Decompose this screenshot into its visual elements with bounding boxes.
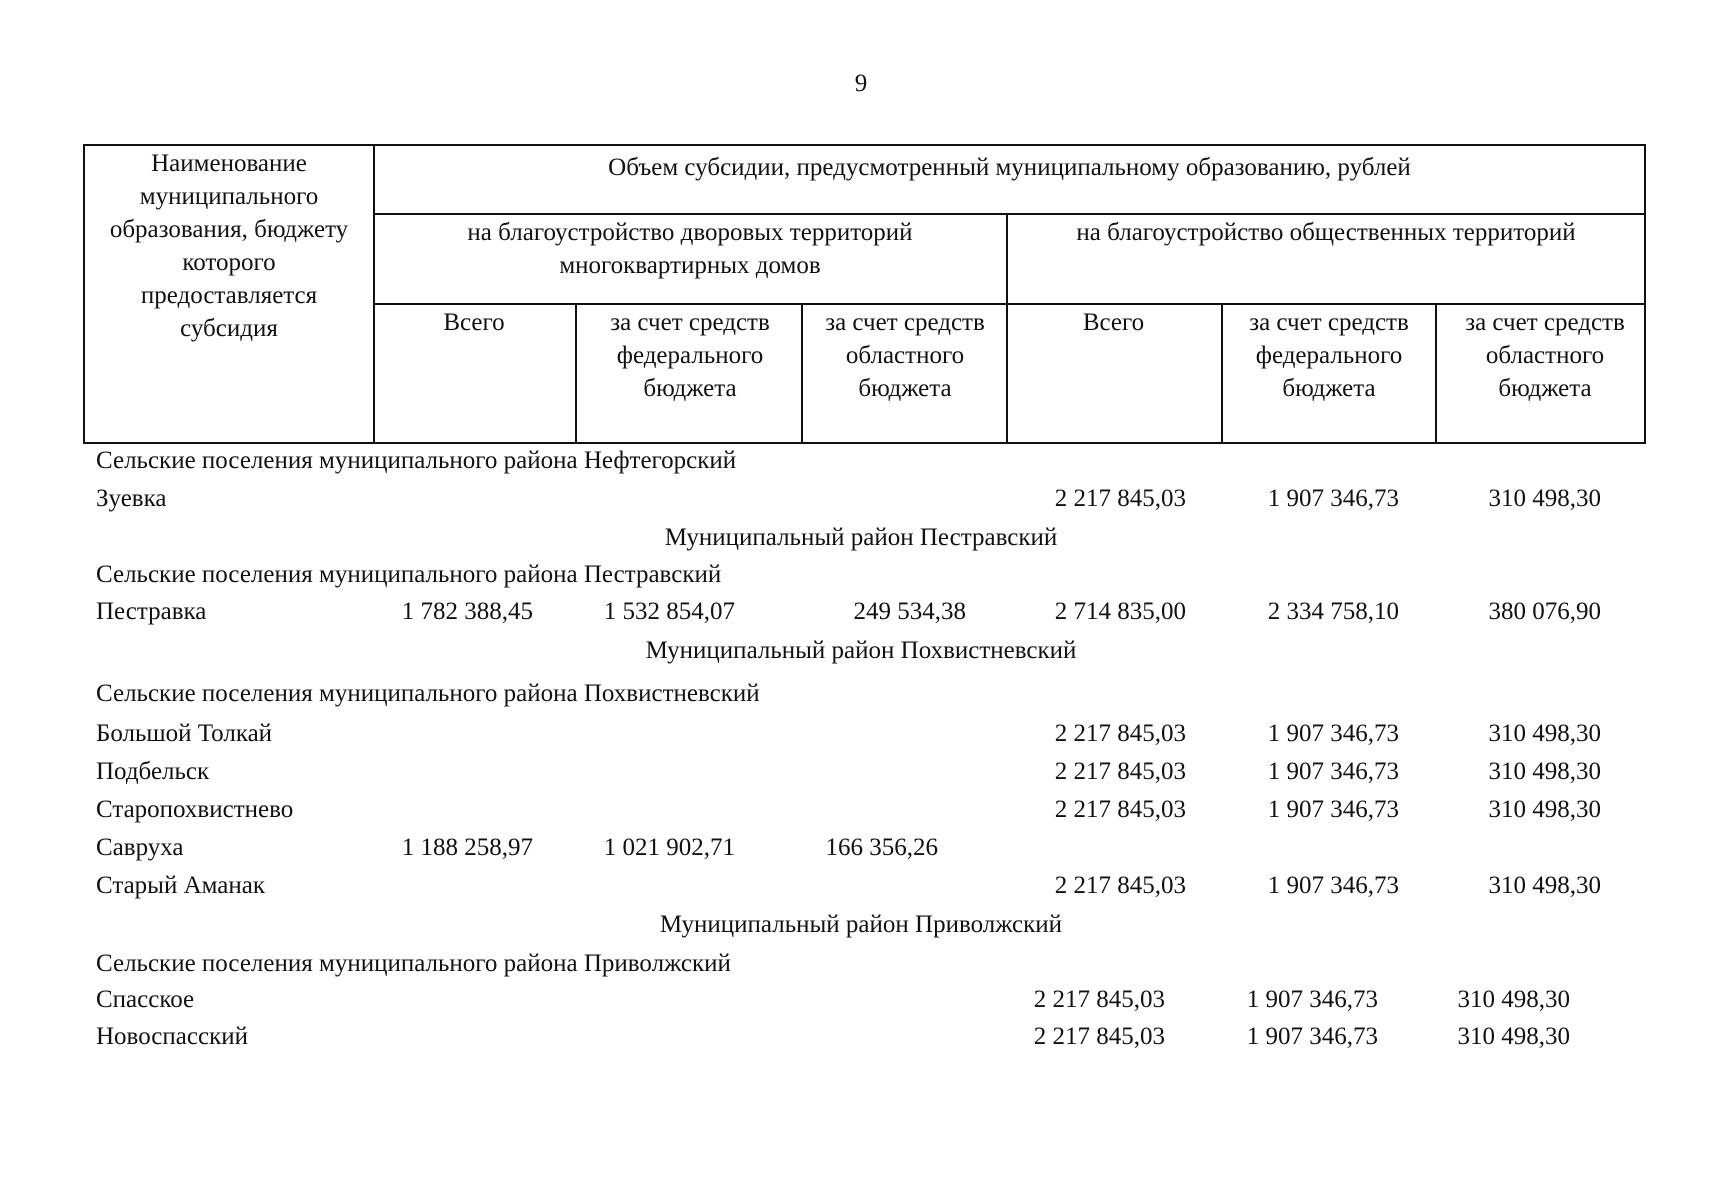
header-total-public: Всего	[1082, 309, 1145, 336]
header-total-yard: Всего	[443, 309, 505, 336]
cell-total-public: 2 217 845,03	[1054, 796, 1186, 823]
row-name: Старопохвистнево	[96, 796, 294, 823]
table-header	[83, 144, 1646, 444]
cell-federal-public: 1 907 346,73	[1267, 485, 1399, 512]
cell-federal-yard: 1 021 902,71	[603, 834, 735, 861]
row-name: Новоспасский	[96, 1023, 248, 1050]
table-row	[0, 598, 1711, 634]
page-number: 9	[854, 70, 868, 97]
subheading-pestravsky: Сельские поселения муниципального района Пестравский	[96, 561, 722, 588]
header-name-column: Наименование муниципального образования, бюджету которого предоставляется субсидия	[109, 150, 349, 342]
cell-federal-public: 1 907 346,73	[1267, 796, 1399, 823]
cell-total-yard: 1 782 388,45	[401, 598, 533, 625]
cell-total-public: 2 217 845,03	[1033, 1023, 1165, 1050]
subheading-pokhvistnevsky: Сельские поселения муниципального района Похвистневский	[96, 680, 760, 707]
cell-regional-yard: 166 356,26	[825, 834, 938, 861]
table-row	[0, 872, 1711, 908]
table-row	[0, 758, 1711, 794]
cell-federal-public: 1 907 346,73	[1267, 720, 1399, 747]
header-regional-yard: за счет средств областного бюджета	[825, 309, 985, 402]
header-yard: на благоустройство дворовых территорий многоквартирных домов	[467, 219, 913, 279]
cell-federal-yard: 1 532 854,07	[603, 598, 735, 625]
cell-federal-public: 2 334 758,10	[1267, 598, 1399, 625]
cell-regional-public: 310 498,30	[1488, 758, 1601, 785]
row-name: Старый Аманак	[96, 872, 266, 899]
subheading-neftegorsky: Сельские поселения муниципального района Нефтегорский	[96, 447, 737, 474]
cell-regional-public: 310 498,30	[1457, 1023, 1570, 1050]
header-federal-public: за счет средств федерального бюджета	[1249, 309, 1409, 402]
cell-regional-public: 310 498,30	[1488, 485, 1601, 512]
row-name: Подбельск	[96, 758, 210, 785]
cell-regional-public: 310 498,30	[1488, 796, 1601, 823]
cell-total-public: 2 714 835,00	[1054, 598, 1186, 625]
cell-federal-public: 1 907 346,73	[1246, 1023, 1378, 1050]
cell-regional-public: 380 076,90	[1488, 598, 1601, 625]
row-name: Пестравка	[96, 598, 207, 625]
cell-regional-public: 310 498,30	[1488, 872, 1601, 899]
district-privolzhsky: Муниципальный район Приволжский	[659, 911, 1063, 938]
table-row	[0, 720, 1711, 756]
cell-total-public: 2 217 845,03	[1033, 986, 1165, 1013]
cell-federal-public: 1 907 346,73	[1267, 758, 1399, 785]
row-name: Большой Толкай	[96, 720, 273, 747]
row-name: Зуевка	[96, 485, 167, 512]
cell-regional-public: 310 498,30	[1457, 986, 1570, 1013]
cell-regional-yard: 249 534,38	[853, 598, 966, 625]
row-name: Савруха	[96, 834, 184, 861]
cell-regional-public: 310 498,30	[1488, 720, 1601, 747]
cell-total-yard: 1 188 258,97	[401, 834, 533, 861]
cell-total-public: 2 217 845,03	[1054, 485, 1186, 512]
subheading-privolzhsky: Сельские поселения муниципального района Приволжский	[96, 950, 731, 977]
cell-federal-public: 1 907 346,73	[1267, 872, 1399, 899]
district-pestravsky: Муниципальный район Пестравский	[664, 524, 1058, 551]
header-public: на благоустройство общественных территорий	[1076, 219, 1576, 246]
cell-total-public: 2 217 845,03	[1054, 720, 1186, 747]
district-pokhvistnevsky: Муниципальный район Похвистневский	[645, 637, 1077, 664]
table-row	[0, 834, 1711, 870]
header-federal-yard: за счет средств федерального бюджета	[610, 309, 770, 402]
row-name: Спасское	[96, 986, 195, 1013]
header-volume: Объем субсидии, предусмотренный муниципальному образованию, рублей	[608, 154, 1411, 181]
cell-federal-public: 1 907 346,73	[1246, 986, 1378, 1013]
table-row	[0, 1023, 1711, 1059]
cell-total-public: 2 217 845,03	[1054, 872, 1186, 899]
header-regional-public: за счет средств областного бюджета	[1465, 309, 1625, 402]
table-row	[0, 986, 1711, 1022]
table-row	[0, 485, 1711, 521]
cell-total-public: 2 217 845,03	[1054, 758, 1186, 785]
table-row	[0, 796, 1711, 832]
